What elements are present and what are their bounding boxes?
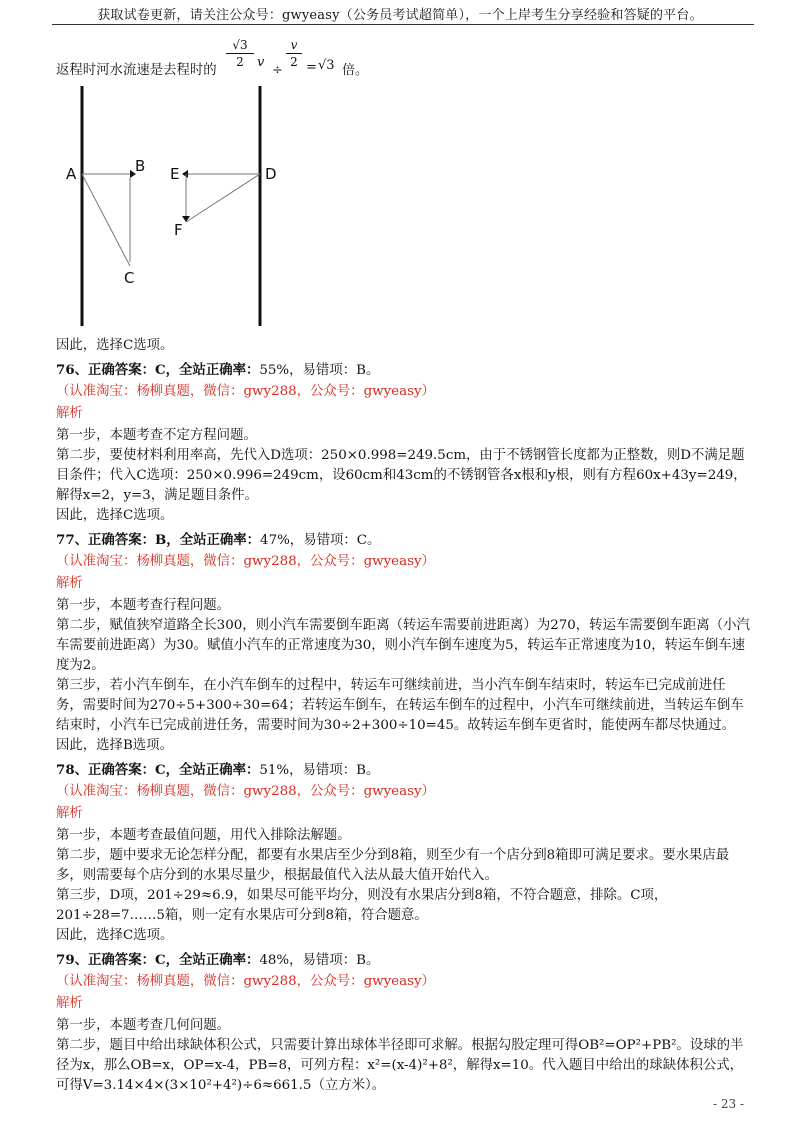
arrow-EF: [182, 216, 190, 222]
rate-label: 全站正确率：: [179, 362, 260, 378]
page-content: [56, 30, 750, 1096]
formula-line: [56, 30, 750, 86]
rate-label: 全站正确率：: [179, 532, 261, 548]
fraction-2-numerator: v: [290, 38, 298, 52]
question-79: [56, 950, 750, 1096]
rate-value: 48%，易错项：B。: [259, 953, 380, 968]
label-C: C: [124, 269, 135, 287]
formula-result: √3: [318, 58, 335, 73]
promo-text: （认准淘宝：杨柳真题，微信：gwy288，公众号：gwyeasy）: [56, 784, 435, 799]
answer-value: C，: [154, 362, 180, 378]
analysis-paragraph: 第二步，要使材料利用率高，先代入D选项：250×0.998=249.5cm，由于不锈钢管长度都为正整数，则D不满足题目条件；代入C选项：250×0.996=249cm，设60cm和43cm的不锈钢管各x根和y根，则有方程60x+43y=249，解得x=2，y=3，满足题目条件。: [56, 448, 747, 503]
promo-text: （认准淘宝：杨柳真题，微信：gwy288，公众号：gwyeasy）: [56, 384, 435, 399]
rate-value: 47%，易错项：C。: [260, 533, 381, 548]
analysis-paragraph: 第二步，题中要求无论怎样分配，都要有水果店至少分到8箱，则至少有一个店分到8箱即可满足要求。要水果店最多，则需要每个店分到的水果尽量少，根据最值代入法从最大值开始代入。: [56, 848, 730, 883]
label-D: D: [265, 165, 277, 183]
question-78: [56, 760, 750, 946]
answer-line: [56, 360, 750, 402]
analysis-paragraph: 第一步，本题考查几何问题。: [56, 1018, 231, 1033]
analysis-paragraph: 第二步，题目中给出球缺体积公式，只需要计算出球体半径即可求解。根据勾股定理可得OB²=OP²+PB²。设球的半径为x，那么OB=x，OP=x-4，PB=8，可列方程：x²=(x-4)²+8²，解得x=10。代入题目中给出的球缺体积公式，可得V=3.14×4×(3×10²+4²)÷6≈661.5（立方米）。: [56, 1038, 744, 1093]
promo-text: （认准淘宝：杨柳真题，微信：gwy288，公众号：gwyeasy）: [56, 974, 435, 989]
fraction-1-denominator: 2: [236, 55, 244, 69]
page-number: - 23 -: [712, 1097, 744, 1111]
answer-value: C，: [154, 952, 180, 968]
analysis-paragraph: 因此，选择C选项。: [56, 928, 174, 943]
segment-FD: [186, 174, 260, 222]
fraction-1: [226, 38, 254, 69]
analysis-paragraph: 第三步，D项，201÷29≈6.9，如果尽可能平均分，则没有水果店分到8箱，不符合题意，排除。C项，201÷28=7……5箱，则一定有水果店可分到8箱，符合题意。: [56, 888, 668, 923]
rate-label: 全站正确率：: [179, 952, 260, 968]
fraction-2-denominator: 2: [290, 55, 298, 69]
analysis-label: 解析: [56, 806, 83, 821]
analysis-paragraph: 因此，选择B选项。: [56, 738, 173, 753]
answer-label: 79、正确答案：: [56, 952, 155, 968]
answer-label: 78、正确答案：: [56, 762, 155, 778]
analysis-paragraph: 第三步，若小汽车倒车，在小汽车倒车的过程中，转运车可继续前进，当小汽车倒车结束时，转运车已完成前进任务，需要时间为270÷5+300÷30=64；若转运车倒车，在转运车倒车的过程中，小汽车可继续前进，当转运车倒车结束时，小汽车已完成前进任务，需要时间为30÷2+300÷10=45。故转运车倒车更省时，能使两车都尽快通过。: [56, 678, 744, 733]
analysis-paragraph: 因此，选择C选项。: [56, 508, 174, 523]
formula-equals: =: [306, 60, 317, 75]
label-B: B: [135, 157, 146, 175]
header-rule: [52, 24, 754, 25]
analysis-paragraph: 第一步，本题考查不定方程问题。: [56, 428, 257, 443]
answer-line: [56, 530, 750, 572]
answer-value: C，: [154, 762, 180, 778]
answer-value: B，: [154, 532, 180, 548]
analysis-label: 解析: [56, 576, 83, 591]
question-77: [56, 530, 750, 756]
fraction-2: [286, 38, 302, 69]
river-diagram: [56, 86, 750, 336]
rate-value: 55%，易错项：B。: [259, 363, 380, 378]
conclusion-75: 因此，选择C选项。: [56, 338, 174, 353]
label-F: F: [174, 221, 183, 239]
fraction-1-numerator: √3: [232, 38, 248, 52]
rate-label: 全站正确率：: [179, 762, 260, 778]
segment-AC: [82, 174, 130, 266]
formula-lead: 返程时河水流速是去程时的: [56, 63, 217, 78]
analysis-label: 解析: [56, 996, 83, 1011]
analysis-paragraph: 第一步，本题考查最值问题，用代入排除法解题。: [56, 828, 351, 843]
answer-label: 76、正确答案：: [56, 362, 155, 378]
analysis-label: 解析: [56, 406, 83, 421]
question-76: [56, 360, 750, 526]
analysis-paragraph: 第二步，赋值狭窄道路全长300，则小汽车需要倒车距离（转运车需要前进距离）为270，转运车需要倒车距离（小汽车需要前进距离）为30。赋值小汽车的正常速度为30，则小汽车倒车速度为5，转运车正常速度为10，转运车倒车速度为2。: [56, 618, 750, 673]
promo-text: （认准淘宝：杨柳真题，微信：gwy288，公众号：gwyeasy）: [56, 554, 435, 569]
answer-line: [56, 950, 750, 992]
answer-line: [56, 760, 750, 802]
label-E: E: [170, 165, 180, 183]
formula-v: v: [257, 55, 265, 70]
arrow-DE: [182, 170, 188, 178]
formula-tail: 倍。: [342, 63, 369, 78]
formula-divide: ÷: [272, 63, 283, 78]
answer-label: 77、正确答案：: [56, 532, 155, 548]
rate-value: 51%，易错项：B。: [259, 763, 380, 778]
river-diagram-svg: [56, 86, 750, 336]
analysis-paragraph: 第一步，本题考查行程问题。: [56, 598, 231, 613]
label-A: A: [66, 165, 77, 183]
page-header: 获取试卷更新，请关注公众号：gwyeasy（公务员考试超简单），一个上岸考生分享经验和答疑的平台。: [97, 8, 703, 23]
